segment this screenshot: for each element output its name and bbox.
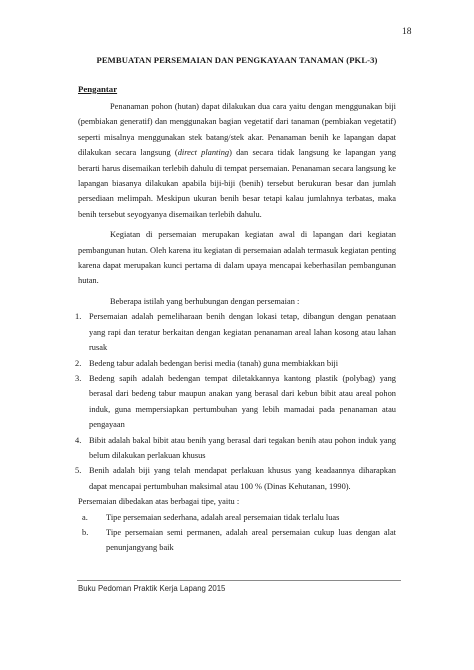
list-item-text: Bedeng sapih adalah bedengan tempat diletakkannya kantong plastik (polybag) yang berasal dari bedeng tabur maupun anakan yang berasal dari kebun bibit atau areal pohon induk, guna mempersiapkan pertumbuhan yang lebih mamadai pada penanaman atau pengayaan bbox=[89, 373, 396, 430]
list-item bbox=[75, 433, 396, 464]
list-marker: 4. bbox=[75, 435, 82, 445]
paragraph-types-intro: Persemaian dibedakan atas berbagai tipe, yaitu : bbox=[78, 497, 240, 507]
document-title: PEMBUATAN PERSEMAIAN DAN PENGKAYAAN TANAMAN (PKL-3) bbox=[96, 55, 378, 65]
list-marker: a. bbox=[82, 512, 88, 522]
list-item-text: Bibit adalah bakal bibit atau benih yang berasal dari tegakan benih atau pohon induk yang belum dilakukan perlakuan khusus bbox=[89, 435, 396, 460]
footer-text: Buku Pedoman Praktik Kerja Lapang 2015 bbox=[78, 584, 226, 593]
list-marker: 1. bbox=[75, 312, 82, 322]
paragraph-intro bbox=[78, 99, 396, 222]
list-item-text: Benih adalah biji yang telah mendapat perlakuan khusus yang keadaannya diharapkan dapat mencapai pertumbuhan maksimal atau 100 % (Dinas Kehutanan, 1990). bbox=[89, 466, 396, 491]
list-item bbox=[75, 371, 396, 433]
list-item bbox=[75, 356, 396, 371]
list-item bbox=[75, 463, 396, 494]
document-body bbox=[75, 99, 396, 556]
list-marker: 2. bbox=[75, 358, 82, 368]
section-heading: Pengantar bbox=[78, 84, 118, 94]
paragraph-terms-intro: Beberapa istilah yang berhubungan dengan persemaian : bbox=[110, 296, 300, 306]
list-item-text: Tipe persemaian semi permanen, adalah areal persemaian cukup luas dengan alat penunjangyang baik bbox=[106, 527, 396, 553]
list-item bbox=[75, 309, 396, 355]
paragraph-persemaian: Kegiatan di persemaian merupakan kegiatan awal di lapangan dari kegiatan pembangunan hutan. Oleh karena itu kegiatan di persemaian adalah termasuk kegiatan penting karena dapat merupakan kunci pertama di dalam upaya mencapai keberhasilan pembangunan hutan. bbox=[78, 230, 396, 286]
paragraph-intro-emphasis: direct planting bbox=[177, 148, 230, 158]
terms-list bbox=[75, 309, 396, 494]
list-item-text: Tipe persemaian sederhana, adalah areal persemaian tidak terlalu luas bbox=[106, 512, 340, 522]
list-item-text: Bedeng tabur adalah bedengan berisi media (tanah) guna membiakkan biji bbox=[89, 358, 339, 368]
footer-divider bbox=[77, 580, 401, 581]
types-list bbox=[78, 510, 396, 556]
list-item-text: Persemaian adalah pemeliharaan benih dengan lokasi tetap, dibangun dengan penataan yang rapi dan teratur berkaitan dengan kegiatan penanaman areal lahan kosong atau lahan rusak bbox=[89, 312, 396, 353]
list-marker: 3. bbox=[75, 373, 82, 383]
list-marker: b. bbox=[82, 527, 89, 537]
list-marker: 5. bbox=[75, 466, 82, 476]
list-item bbox=[82, 510, 396, 525]
page-number: 18 bbox=[402, 27, 412, 37]
paragraph-intro-text-2: ) dan secara tidak langsung ke lapangan yang berarti harus disemaikan terlebih dahulu di tempat persemaian. Penanaman secara langsung ke lapangan biasanya dilakukan apabila biji-biji (benih) tersebut berukuran besar dan jumlah persediaan melimpah. Meskipun ukuran benih besar tetapi kalau jumlahnya terbatas, maka benih tersebut seyogyanya disemaikan terlebih dahulu. bbox=[78, 148, 396, 219]
list-item bbox=[82, 525, 396, 556]
paragraph-intro-text-1: Penanaman pohon (hutan) dapat dilakukan dua cara yaitu dengan menggunakan biji (pembiakan generatif) dan menggunakan bagian vegetatif dari tanaman (pembiakan vegetatif) seperti misalnya menggunakan stek batang/stek akar. Penanaman benih ke lapangan dapat dilakukan secara langsung ( bbox=[78, 102, 396, 158]
